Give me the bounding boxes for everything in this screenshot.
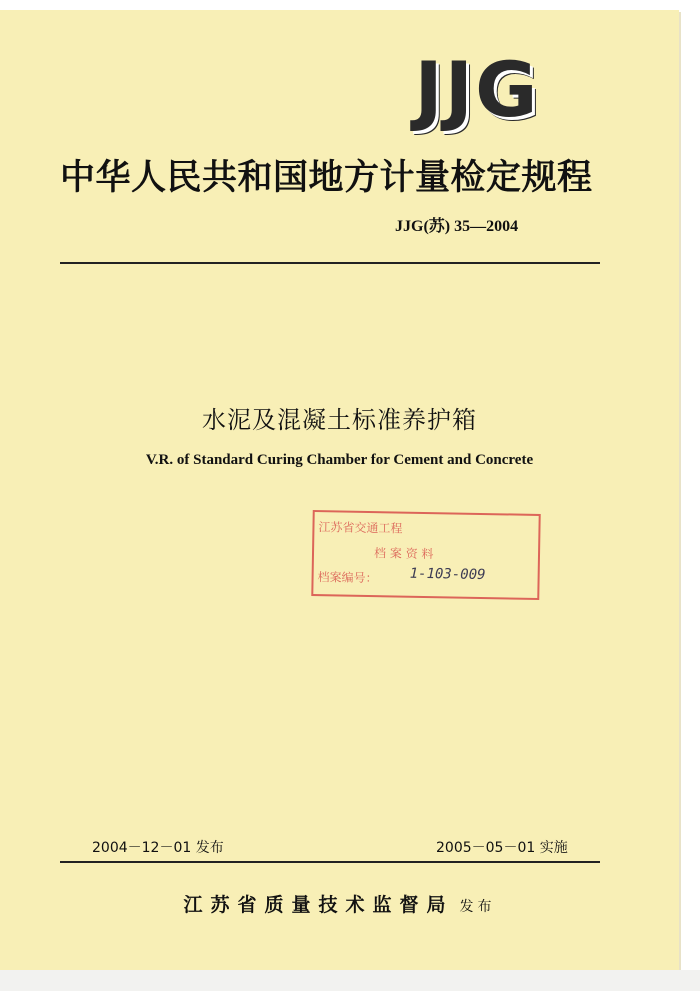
page-bottom-edge	[0, 970, 700, 991]
archive-stamp	[311, 510, 540, 600]
subject-title-en: V.R. of Standard Curing Chamber for Cement and Concrete	[145, 452, 534, 468]
bottom-rule	[60, 861, 600, 863]
subject-title-zh: 水泥及混凝土标准养护箱	[202, 406, 477, 434]
document-code: JJG(苏) 35—2004	[395, 218, 519, 235]
stamp-line-3-label: 档案编号：	[317, 570, 378, 586]
stamp-archive-number: 1-103-009	[409, 565, 486, 584]
effective-date: 2005－05－01 实施	[436, 840, 568, 856]
stamp-line-1: 江苏省交通工程	[318, 520, 403, 536]
publisher-org: 江苏省质量技术监督局	[183, 894, 454, 916]
document-series-title: 中华人民共和国地方计量检定规程	[60, 157, 593, 198]
issue-date: 2004－12－01 发布	[92, 840, 224, 856]
publisher-line	[0, 890, 679, 917]
stamp-line-2: 档 案 资 料	[373, 546, 434, 562]
document-page	[0, 10, 679, 970]
publisher-suffix: 发布	[459, 899, 496, 915]
top-rule	[60, 262, 600, 264]
jjg-logo: JJG	[414, 44, 540, 134]
